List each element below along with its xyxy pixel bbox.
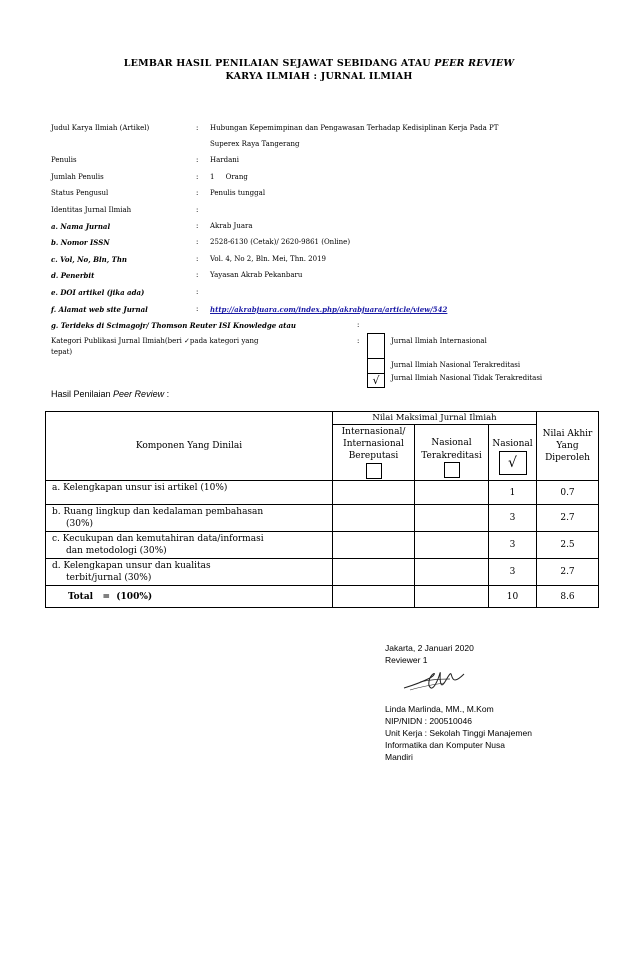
field-label-judul: Judul Karya Ilmiah (Artikel) xyxy=(51,124,150,132)
hasil-penilaian-heading: Hasil Penilaian Peer Review : xyxy=(51,389,170,399)
field-label-status: Status Pengusul xyxy=(51,189,109,197)
signature-image xyxy=(400,668,470,696)
field-label-jumlah: Jumlah Penulis xyxy=(51,173,104,181)
field-sep-jumlah: : xyxy=(196,173,199,181)
col-terakreditasi-header: Nasional Terakreditasi xyxy=(415,425,489,481)
field-value-judul: Hubungan Kepemimpinan dan Pengawasan Terhadap Kedisiplinan Kerja Pada PT xyxy=(210,124,499,132)
field-label-vol: c. Vol, No, Bln, Thn xyxy=(51,255,127,264)
table-total-row: Total = (100%) 10 8.6 xyxy=(46,586,599,608)
kategori-label-line2: tepat) xyxy=(51,348,73,356)
field-label-doi: e. DOI artikel (jika ada) xyxy=(51,288,145,297)
field-label-nama-jurnal: a. Nama Jurnal xyxy=(51,222,111,231)
field-value-judul-line2: Superex Raya Tangerang xyxy=(210,140,300,148)
field-value-status: Penulis tunggal xyxy=(210,189,266,197)
terakreditasi-checkbox[interactable] xyxy=(444,462,460,478)
document-title-line1 xyxy=(0,58,638,69)
field-sep-penulis: : xyxy=(196,156,199,164)
field-sep-terindeks: : xyxy=(357,321,360,329)
field-value-penulis: Hardani xyxy=(210,156,240,164)
field-sep-doi: : xyxy=(196,288,199,296)
reviewer-unit-line3: Mandiri xyxy=(385,752,413,762)
kategori-sep: : xyxy=(357,337,360,345)
reviewer-unit-line1: Unit Kerja : Sekolah Tinggi Manajemen xyxy=(385,728,532,738)
table-row: d. Kelengkapan unsur dan kualitas terbit/jurnal (30%) 3 2.7 xyxy=(46,559,599,586)
reviewer-nip: NIP/NIDN : 200510046 xyxy=(385,716,472,726)
signature-role: Reviewer 1 xyxy=(385,655,428,665)
signature-place-date: Jakarta, 2 Januari 2020 xyxy=(385,643,474,653)
field-sep-penerbit: : xyxy=(196,271,199,279)
field-label-issn: b. Nomor ISSN xyxy=(51,238,110,247)
field-sep-issn: : xyxy=(196,238,199,246)
field-sep-vol: : xyxy=(196,255,199,263)
kategori-checkbox-group xyxy=(367,333,385,388)
field-label-terindeks: g. Terideks di Scimagojr/ Thomson Reuter ISI Knowledge atau xyxy=(51,321,297,330)
reviewer-unit-line2: Informatika dan Komputer Nusa xyxy=(385,740,506,750)
nilai-maksimal-header: Nilai Maksimal Jurnal Ilmiah xyxy=(333,412,537,425)
kategori-option-tidak-terakreditasi: Jurnal Ilmiah Nasional Tidak Terakreditasi xyxy=(391,374,543,382)
field-sep-status: : xyxy=(196,189,199,197)
nasional-checkbox[interactable]: √ xyxy=(499,451,527,475)
field-label-website: f. Alamat web site Jurnal xyxy=(51,305,148,314)
field-sep-website: : xyxy=(196,305,199,313)
col-nasional-header: Nasional √ xyxy=(489,425,537,481)
journal-url-link[interactable]: http://akrabjuara.com/index.php/akrabjuara/article/view/542 xyxy=(210,305,448,314)
field-value-vol: Vol. 4, No 2, Bln. Mei, Thn. 2019 xyxy=(210,255,326,263)
document-title-line2: KARYA ILMIAH : JURNAL ILMIAH xyxy=(225,71,413,82)
field-sep-judul: : xyxy=(196,124,199,132)
kategori-label-line1: Kategori Publikasi Jurnal Ilmiah(beri ✓pada kategori yang xyxy=(51,337,259,345)
field-value-nama-jurnal: Akrab Juara xyxy=(210,222,253,230)
table-row: c. Kecukupan dan kemutahiran data/informasi dan metodologi (30%) 3 2.5 xyxy=(46,532,599,559)
field-value-issn: 2528-6130 (Cetak)/ 2620-9861 (Online) xyxy=(210,238,351,246)
internasional-checkbox[interactable] xyxy=(366,463,382,479)
kategori-checkbox-terakreditasi[interactable] xyxy=(368,359,384,374)
kategori-option-internasional: Jurnal Ilmiah Internasional xyxy=(391,337,487,345)
field-label-identitas: Identitas Jurnal Ilmiah xyxy=(51,206,132,214)
table-row: a. Kelengkapan unsur isi artikel (10%) 1 0.7 xyxy=(46,481,599,505)
kategori-option-terakreditasi: Jurnal Ilmiah Nasional Terakreditasi xyxy=(391,361,521,369)
col-internasional-header: Internasional/ Internasional Bereputasi xyxy=(333,425,415,481)
field-label-penulis: Penulis xyxy=(51,156,77,164)
table-row: b. Ruang lingkup dan kedalaman pembahasan (30%) 3 2.7 xyxy=(46,505,599,532)
kategori-checkbox-tidak-terakreditasi[interactable]: √ xyxy=(372,374,380,387)
title-italic-text: PEER REVIEW xyxy=(434,58,515,69)
reviewer-name: Linda Marlinda, MM., M.Kom xyxy=(385,704,494,714)
field-sep-identitas: : xyxy=(196,206,199,214)
field-label-penerbit: d. Penerbit xyxy=(51,271,95,280)
field-sep-nama-jurnal: : xyxy=(196,222,199,230)
field-value-jumlah: 1 Orang xyxy=(210,173,248,181)
field-value-penerbit: Yayasan Akrab Pekanbaru xyxy=(210,271,303,279)
kategori-checkbox-internasional[interactable] xyxy=(368,334,384,359)
review-table xyxy=(45,411,599,608)
nilai-akhir-header: Nilai Akhir Yang Diperoleh xyxy=(537,412,599,481)
komponen-header: Komponen Yang Dinilai xyxy=(46,412,333,481)
title-text: LEMBAR HASIL PENILAIAN SEJAWAT SEBIDANG ATAU xyxy=(123,58,431,69)
